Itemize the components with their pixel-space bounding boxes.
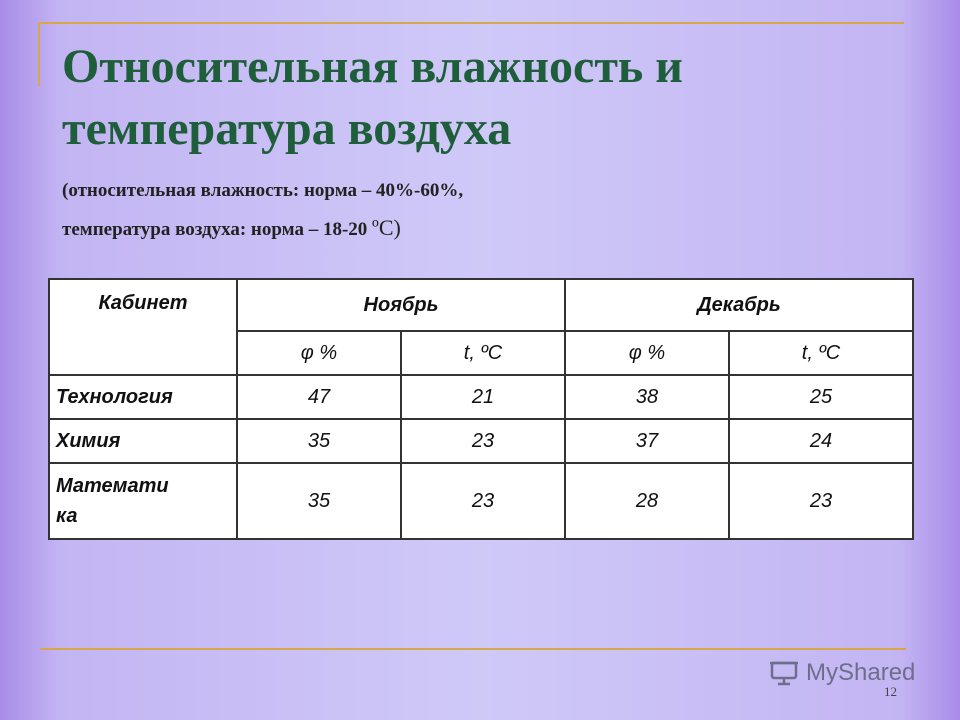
row-name: Химия: [49, 419, 237, 463]
header-cabinet: Кабинет: [49, 279, 237, 375]
row-name: Технология: [49, 375, 237, 419]
page-number: 12: [884, 684, 897, 699]
header-december: Декабрь: [565, 279, 913, 331]
subtitle-unit: ºC): [372, 215, 401, 240]
humidity-temperature-table: [48, 278, 914, 540]
slide-title: [62, 36, 922, 160]
cell-value: 37: [565, 419, 729, 463]
top-rule: [38, 22, 904, 24]
bottom-rule: [40, 648, 906, 650]
table-header-row: [49, 279, 913, 331]
subheader-humidity-dec: φ %: [565, 331, 729, 375]
row-name-line-1: Математи: [56, 475, 169, 497]
cell-value: 23: [401, 419, 565, 463]
header-november: Ноябрь: [237, 279, 565, 331]
table-row: [49, 419, 913, 463]
cell-value: 24: [729, 419, 913, 463]
cell-value: 23: [729, 463, 913, 539]
left-rule: [38, 22, 40, 86]
cell-value: 35: [237, 463, 401, 539]
cell-value: 21: [401, 375, 565, 419]
row-name: [49, 463, 237, 539]
subheader-temp-nov: t, ºC: [401, 331, 565, 375]
presentation-icon: [770, 660, 800, 686]
cell-value: 28: [565, 463, 729, 539]
table-row: [49, 375, 913, 419]
title-line-2: температура воздуха: [62, 102, 512, 155]
cell-value: 47: [237, 375, 401, 419]
subheader-humidity-nov: φ %: [237, 331, 401, 375]
subtitle-line-1: (относительная влажность: норма – 40%-60%,: [62, 180, 464, 201]
subheader-temp-dec: t, ºC: [729, 331, 913, 375]
cell-value: 38: [565, 375, 729, 419]
slide-subtitle: [62, 172, 922, 248]
title-line-1: Относительная влажность и: [62, 40, 683, 93]
cell-value: 25: [729, 375, 913, 419]
row-name-line-2: ка: [56, 505, 78, 527]
watermark-text: MyShared: [806, 659, 916, 686]
table-row: [49, 463, 913, 539]
subtitle-line-2: температура воздуха: норма – 18-20: [62, 219, 373, 240]
cell-value: 23: [401, 463, 565, 539]
cell-value: 35: [237, 419, 401, 463]
